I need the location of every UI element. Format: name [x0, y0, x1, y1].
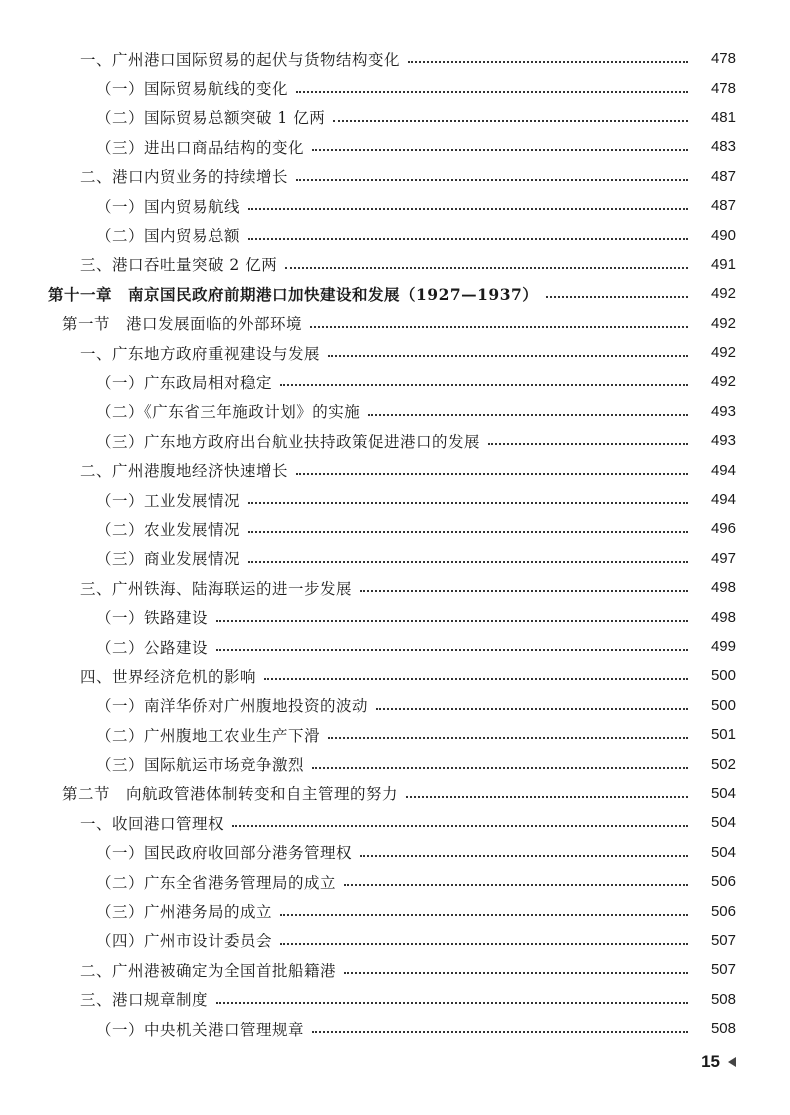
toc-entry-title: （三）广州港务局的成立 [96, 903, 273, 922]
dot-leader [280, 383, 688, 386]
toc-entry-h1[interactable] [0, 955, 790, 984]
toc-entry-page: 483 [710, 138, 736, 156]
toc-entry-h2[interactable] [0, 426, 790, 455]
dot-leader [285, 266, 688, 269]
toc-entry-title: （三）进出口商品结构的变化 [96, 138, 305, 157]
dot-leader [296, 178, 688, 181]
toc-entry-title: （二）国内贸易总额 [96, 227, 241, 246]
toc-entry-page: 491 [710, 255, 736, 273]
toc-entry-h2[interactable] [0, 926, 790, 955]
toc-entry-page: 492 [710, 314, 736, 332]
dot-leader [406, 795, 688, 798]
toc-entry-h2[interactable] [0, 720, 790, 749]
toc-entry-page: 499 [710, 638, 736, 655]
toc-entry-title: 二、广州港被确定为全国首批船籍港 [80, 961, 337, 980]
dot-leader [328, 736, 688, 739]
toc-entry-h2[interactable] [0, 191, 790, 220]
toc-entry-h1[interactable] [0, 44, 790, 73]
toc-entry-h2[interactable] [0, 220, 790, 249]
dot-leader [216, 619, 688, 622]
dot-leader [344, 883, 688, 886]
dot-leader [360, 854, 688, 857]
dot-leader [248, 207, 688, 210]
toc-entry-title: 二、广州港腹地经济快速增长 [80, 462, 289, 481]
toc-entry-title: 三、港口规章制度 [80, 991, 209, 1010]
toc-entry-h1[interactable] [0, 985, 790, 1014]
toc-entry-title: （一）国际贸易航线的变化 [96, 80, 289, 99]
toc-entry-h2[interactable] [0, 73, 790, 102]
toc-entry-title: 第一节 港口发展面临的外部环境 [62, 315, 303, 334]
toc-entry-section[interactable] [0, 309, 790, 338]
dot-leader [312, 766, 688, 769]
toc-entry-h2[interactable] [0, 485, 790, 514]
toc-entry-page: 504 [710, 843, 736, 861]
toc-entry-page: 493 [710, 432, 736, 450]
toc-entry-h1[interactable] [0, 661, 790, 690]
toc-entry-page: 498 [710, 579, 736, 597]
toc-entry-title: 三、广州铁海、陆海联运的进一步发展 [80, 579, 353, 598]
dot-leader [296, 472, 688, 475]
toc-entry-h2[interactable] [0, 749, 790, 778]
dot-leader [232, 824, 688, 827]
toc-entry-h2[interactable] [0, 397, 790, 426]
toc-entry-h2[interactable] [0, 602, 790, 631]
dot-leader [312, 1030, 688, 1033]
dot-leader [312, 148, 688, 151]
dot-leader [376, 707, 688, 710]
dot-leader [248, 501, 688, 504]
dot-leader [546, 295, 688, 298]
toc-entry-page: 502 [710, 755, 736, 773]
toc-entry-h1[interactable] [0, 338, 790, 367]
dot-leader [360, 589, 688, 592]
dot-leader [216, 648, 688, 651]
table-of-contents [0, 44, 790, 1043]
toc-entry-h2[interactable] [0, 103, 790, 132]
toc-entry-title: （二）广东全省港务管理局的成立 [96, 873, 337, 892]
dot-leader [280, 913, 688, 916]
dot-leader [408, 60, 688, 63]
toc-entry-title: （一）国民政府收回部分港务管理权 [96, 844, 353, 863]
dot-leader [280, 942, 688, 945]
dot-leader [310, 325, 688, 328]
toc-entry-h2[interactable] [0, 838, 790, 867]
toc-entry-page: 492 [710, 373, 736, 391]
page-footer [701, 1052, 736, 1072]
toc-entry-title: （二）公路建设 [96, 638, 209, 657]
toc-entry-page: 507 [710, 961, 736, 979]
toc-entry-page: 500 [710, 667, 736, 685]
toc-entry-page: 506 [710, 873, 736, 891]
toc-entry-title: （一）南洋华侨对广州腹地投资的波动 [96, 697, 369, 716]
toc-entry-title: （一）国内贸易航线 [96, 197, 241, 216]
dot-leader [333, 119, 688, 122]
toc-entry-title: （二）广州腹地工农业生产下滑 [96, 726, 321, 745]
toc-entry-page: 494 [710, 461, 736, 479]
toc-entry-h2[interactable] [0, 132, 790, 161]
toc-entry-page: 500 [710, 696, 736, 714]
toc-entry-section[interactable] [0, 779, 790, 808]
dot-leader [248, 560, 688, 563]
toc-entry-h2[interactable] [0, 632, 790, 661]
dot-leader [296, 90, 688, 93]
dot-leader [328, 354, 688, 357]
toc-entry-h1[interactable] [0, 808, 790, 837]
toc-entry-page: 496 [710, 520, 736, 538]
toc-entry-page: 478 [710, 79, 736, 97]
dot-leader [248, 237, 688, 240]
toc-entry-page: 504 [710, 784, 736, 802]
toc-entry-title: （一）铁路建设 [96, 609, 209, 628]
toc-entry-title: （二）国际贸易总额突破 1 亿两 [96, 109, 326, 128]
toc-entry-h1[interactable] [0, 455, 790, 484]
toc-entry-title: （三）商业发展情况 [96, 550, 241, 569]
toc-entry-title: （三）广东地方政府出台航业扶持政策促进港口的发展 [96, 432, 481, 451]
toc-entry-title: （三）国际航运市场竞争激烈 [96, 756, 305, 775]
toc-entry-page: 497 [710, 549, 736, 567]
toc-entry-page: 498 [710, 608, 736, 626]
toc-entry-title: （四）广州市设计委员会 [96, 932, 273, 951]
toc-entry-page: 506 [710, 902, 736, 920]
toc-entry-page: 490 [710, 226, 736, 244]
toc-entry-page: 494 [710, 491, 736, 509]
toc-entry-title: 三、港口吞吐量突破 2 亿两 [80, 256, 278, 275]
toc-entry-title: （一）广东政局相对稳定 [96, 373, 273, 392]
toc-entry-page: 492 [710, 285, 736, 303]
toc-entry-title: 第十一章 南京国民政府前期港口加快建设和发展（1927—1937） [48, 284, 539, 304]
toc-entry-h2[interactable] [0, 367, 790, 396]
toc-entry-title: （二）《广东省三年施政计划》的实施 [96, 403, 361, 422]
toc-entry-page: 508 [710, 1020, 736, 1038]
dot-leader [248, 530, 688, 533]
dot-leader [344, 971, 688, 974]
toc-entry-title: 二、港口内贸业务的持续增长 [80, 168, 289, 187]
dot-leader [488, 442, 688, 445]
toc-entry-title: 第二节 向航政管港体制转变和自主管理的努力 [62, 785, 399, 804]
toc-entry-h2[interactable] [0, 896, 790, 925]
toc-entry-page: 501 [710, 726, 736, 744]
toc-entry-h2[interactable] [0, 867, 790, 896]
toc-entry-page: 508 [710, 990, 736, 1008]
page-number: 15 [701, 1052, 720, 1071]
dot-leader [264, 677, 688, 680]
toc-entry-h1[interactable] [0, 573, 790, 602]
dot-leader [368, 413, 688, 416]
toc-entry-title: 一、广东地方政府重视建设与发展 [80, 344, 321, 363]
toc-entry-page: 487 [710, 167, 736, 185]
toc-entry-page: 487 [710, 197, 736, 215]
toc-entry-title: （一）中央机关港口管理规章 [96, 1020, 305, 1039]
toc-entry-title: （二）农业发展情况 [96, 520, 241, 539]
toc-entry-h1[interactable] [0, 250, 790, 279]
toc-entry-page: 493 [710, 402, 736, 420]
dot-leader [216, 1001, 688, 1004]
toc-entry-h1[interactable] [0, 162, 790, 191]
toc-entry-page: 507 [710, 931, 736, 949]
toc-entry-page: 481 [710, 108, 736, 126]
toc-entry-title: 四、世界经济危机的影响 [80, 667, 257, 686]
toc-entry-page: 478 [710, 50, 736, 68]
toc-entry-title: 一、收回港口管理权 [80, 814, 225, 833]
toc-entry-page: 492 [710, 344, 736, 362]
toc-entry-title: （一）工业发展情况 [96, 491, 241, 510]
toc-entry-h2[interactable] [0, 691, 790, 720]
toc-entry-h2[interactable] [0, 514, 790, 543]
toc-entry-h2[interactable] [0, 1014, 790, 1043]
toc-entry-chapter[interactable] [0, 279, 790, 308]
toc-entry-h2[interactable] [0, 544, 790, 573]
toc-entry-page: 504 [710, 814, 736, 832]
triangle-left-icon [728, 1057, 736, 1067]
toc-entry-title: 一、广州港口国际贸易的起伏与货物结构变化 [80, 50, 401, 69]
